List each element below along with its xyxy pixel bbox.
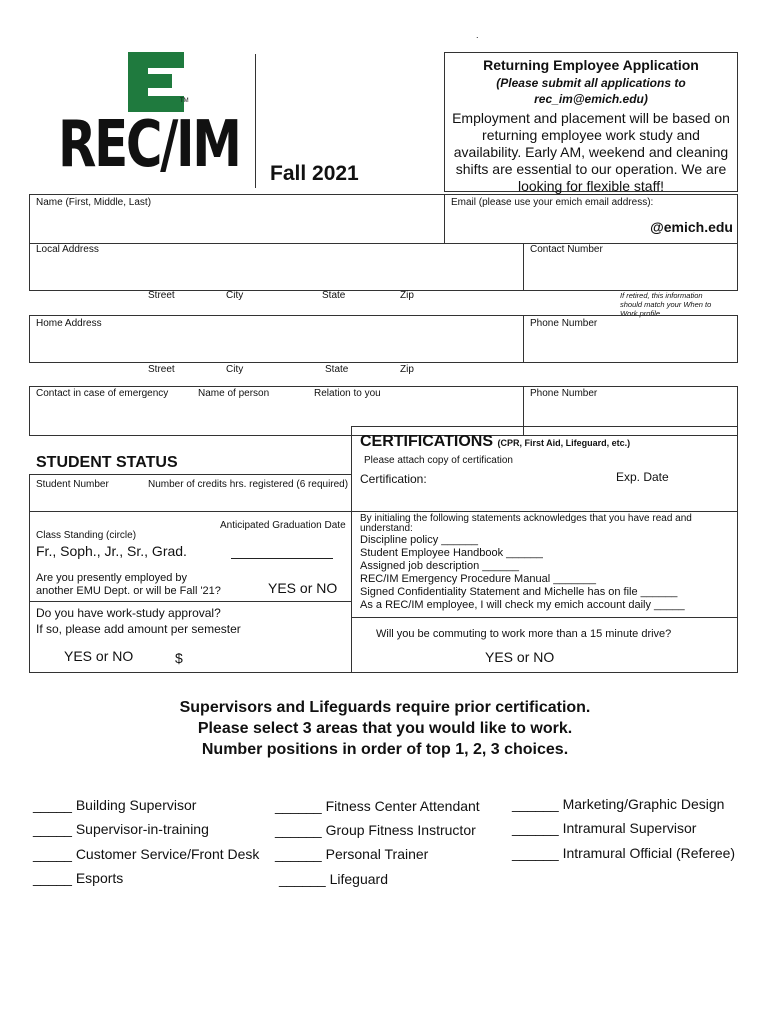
- positions-instructions: [60, 697, 710, 760]
- workstudy-question-2: If so, please add amount per semester: [36, 622, 241, 636]
- position-fitness-center-attendant[interactable]: ______ Fitness Center Attendant: [275, 798, 480, 814]
- header-divider: [255, 54, 256, 188]
- logo-recim: REC/IM: [58, 108, 240, 182]
- ack-item[interactable]: As a REC/IM employee, I will check my emich account daily _____: [360, 599, 685, 611]
- local-city-label: City: [226, 290, 244, 301]
- student-status-divider: [29, 601, 352, 602]
- retired-note-line: should match your When to: [620, 300, 712, 309]
- home-address-label: Home Address: [36, 318, 102, 329]
- instruction-line: Supervisors and Lifeguards require prior certification.: [179, 699, 591, 716]
- grad-date-line[interactable]: [231, 558, 333, 559]
- form-title: Returning Employee Application: [483, 57, 699, 73]
- notice-line: Employment and placement will be based on: [452, 110, 730, 126]
- student-number-field[interactable]: [29, 474, 352, 512]
- ack-item[interactable]: Student Employee Handbook ______: [360, 547, 543, 559]
- student-status-title: STUDENT STATUS: [36, 454, 178, 471]
- grad-date-label: Anticipated Graduation Date: [220, 520, 346, 531]
- commute-yes-no[interactable]: YES or NO: [485, 649, 555, 665]
- notice-line: availability. Early AM, weekend and cleaning: [453, 144, 729, 160]
- name-field[interactable]: [29, 194, 445, 244]
- email-suffix: @emich.edu: [650, 219, 733, 235]
- relation-label: Relation to you: [314, 388, 381, 399]
- commute-question: Will you be commuting to work more than a 15 minute drive?: [376, 628, 672, 640]
- name-of-person-label: Name of person: [198, 388, 270, 399]
- position-intramural-supervisor[interactable]: ______ Intramural Supervisor: [512, 820, 697, 836]
- form-subtitle-2: rec_im@emich.edu): [534, 92, 648, 106]
- instruction-line: Number positions in order of top 1, 2, 3 choices.: [201, 741, 569, 758]
- local-state-label: State: [322, 290, 346, 301]
- home-street-label: Street: [148, 364, 175, 375]
- retired-note: [620, 291, 711, 318]
- local-address-label: Local Address: [36, 244, 99, 255]
- position-esports[interactable]: _____ Esports: [33, 870, 124, 886]
- local-street-label: Street: [148, 290, 175, 301]
- ack-intro-1: By initialing the following statements acknowledges that you have read and: [360, 513, 692, 524]
- class-standing-options[interactable]: Fr., Soph., Jr., Sr., Grad.: [36, 543, 187, 559]
- ack-item[interactable]: Discipline policy ______: [360, 534, 479, 546]
- ack-item[interactable]: Signed Confidentiality Statement and Michelle has on file ______: [360, 586, 678, 598]
- employed-question-2: another EMU Dept. or will be Fall '21?: [36, 585, 221, 597]
- exp-date-field[interactable]: Exp. Date: [616, 470, 669, 484]
- credits-label: Number of credits hrs. registered (6 required): [148, 479, 349, 490]
- workstudy-question-1: Do you have work-study approval?: [36, 606, 221, 620]
- home-address-field[interactable]: [29, 315, 524, 363]
- position-intramural-official[interactable]: ______ Intramural Official (Referee): [512, 845, 736, 861]
- employed-yes-no[interactable]: YES or NO: [268, 580, 338, 596]
- workstudy-amount[interactable]: $: [175, 650, 183, 666]
- name-label: Name (First, Middle, Last): [36, 197, 152, 208]
- certifications-note: (CPR, First Aid, Lifeguard, etc.): [497, 438, 631, 448]
- attach-note: Please attach copy of certification: [364, 455, 513, 466]
- cert-divider-2: [352, 617, 737, 618]
- ack-intro-2: understand:: [360, 523, 413, 534]
- certification-field[interactable]: Certification:: [360, 472, 427, 486]
- notice-line: shifts are essential to our operation. We are: [455, 161, 727, 177]
- logo-tm: TM: [180, 98, 189, 104]
- employment-notice: [445, 110, 737, 195]
- email-field[interactable]: [444, 194, 738, 244]
- logo-e-mark: [128, 52, 184, 112]
- ack-list: [360, 534, 685, 612]
- ack-item[interactable]: Assigned job description ______: [360, 560, 520, 572]
- top-dot: .: [476, 30, 479, 40]
- employed-question-1: Are you presently employed by: [36, 572, 188, 584]
- phone-number-label: Phone Number: [530, 318, 598, 329]
- email-label: Email (please use your emich email address):: [451, 197, 654, 208]
- position-personal-trainer[interactable]: ______ Personal Trainer: [275, 846, 429, 862]
- position-customer-service[interactable]: _____ Customer Service/Front Desk: [33, 846, 260, 862]
- ack-item[interactable]: REC/IM Emergency Procedure Manual _______: [360, 573, 597, 585]
- cert-divider-1: [352, 511, 737, 512]
- certifications-heading: [360, 433, 630, 451]
- retired-note-line: Work profile.: [620, 309, 663, 318]
- class-standing-label: Class Standing (circle): [36, 530, 137, 541]
- position-marketing-graphic-design[interactable]: ______ Marketing/Graphic Design: [512, 796, 725, 812]
- season-label: Fall 2021: [270, 162, 359, 185]
- contact-number-label: Contact Number: [530, 244, 603, 255]
- workstudy-yes-no[interactable]: YES or NO: [64, 648, 134, 664]
- position-lifeguard[interactable]: ______ Lifeguard: [279, 871, 388, 887]
- position-building-supervisor[interactable]: _____ Building Supervisor: [33, 797, 197, 813]
- notice-line: looking for flexible staff!: [517, 178, 665, 194]
- certifications-box: [351, 426, 738, 673]
- contact-number-field[interactable]: [523, 243, 738, 291]
- student-number-label: Student Number: [36, 479, 109, 490]
- certifications-title: CERTIFICATIONS: [360, 433, 494, 450]
- local-zip-label: Zip: [400, 290, 414, 301]
- instruction-line: Please select 3 areas that you would like to work.: [197, 720, 573, 737]
- position-supervisor-in-training[interactable]: _____ Supervisor-in-training: [33, 821, 209, 837]
- notice-line: returning employee work study and: [482, 127, 700, 143]
- home-zip-label: Zip: [400, 364, 414, 375]
- local-address-field[interactable]: [29, 243, 524, 291]
- phone-number-field[interactable]: [523, 315, 738, 363]
- position-group-fitness-instructor[interactable]: ______ Group Fitness Instructor: [275, 822, 476, 838]
- emergency-phone-label: Phone Number: [530, 388, 598, 399]
- home-city-label: City: [226, 364, 244, 375]
- home-state-label: State: [325, 364, 349, 375]
- header-info-box: [444, 52, 738, 192]
- emergency-label: Contact in case of emergency: [36, 388, 169, 399]
- form-subtitle-1: (Please submit all applications to: [496, 76, 686, 90]
- retired-note-line: If retired, this information: [620, 291, 703, 300]
